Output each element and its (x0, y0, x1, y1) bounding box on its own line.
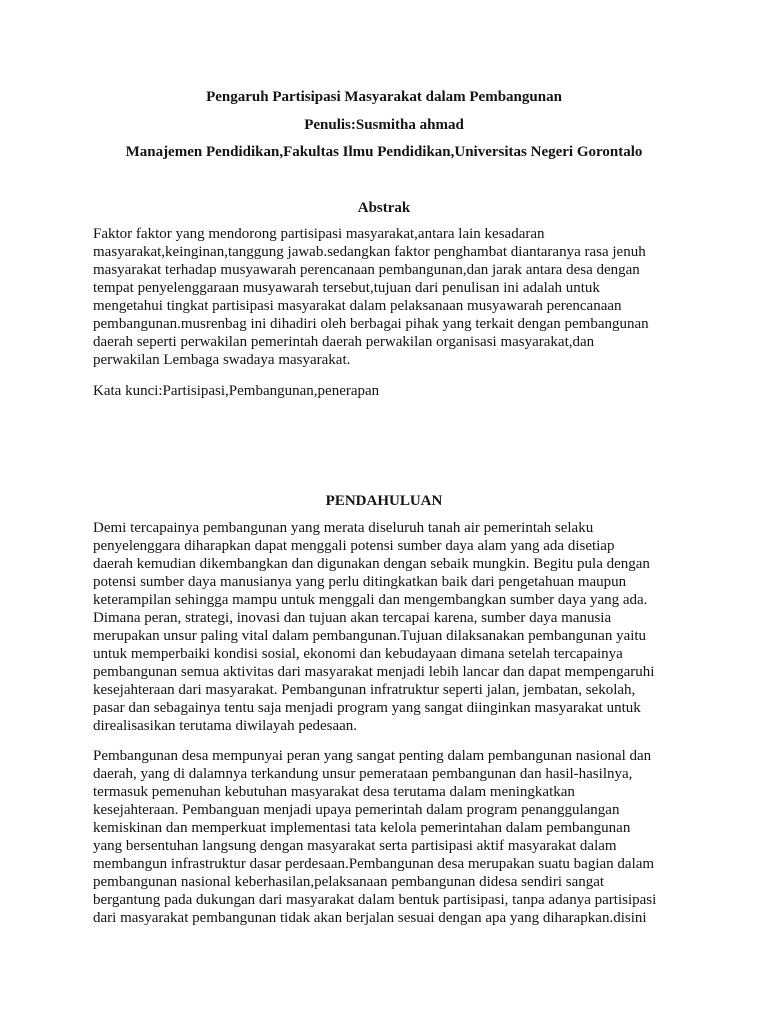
author-line: Penulis:Susmitha ahmad (304, 117, 464, 133)
text-line: daerah kemudian dikembangkan dan digunakan dengan sebaik mungkin. Begitu pula dengan (93, 556, 650, 572)
text-line: Dimana peran, strategi, inovasi dan tujuan akan tercapai karena, sumber daya manusia (93, 610, 612, 626)
text-line: dari masyarakat pembangunan tidak akan berjalan sesuai dengan apa yang diharapkan.disini (93, 910, 647, 926)
text-line: kesejahteraan dari masyarakat. Pembangunan infratruktur seperti jalan, jembatan, sekolah, (93, 682, 636, 698)
intro-paragraph-1 (93, 519, 673, 735)
keywords-line: Kata kunci:Partisipasi,Pembangunan,penerapan (93, 383, 380, 399)
text-line: mengetahui tingkat partisipasi masyarakat dalam pelaksanaan musyawarah perencanaan (93, 298, 622, 314)
text-line: untuk memperbaiki kondisi sosial, ekonomi dan kebudayaan dimana setelah tercapainya (93, 646, 623, 662)
text-line: penyelenggara diharapkan dapat menggali potensi sumber daya alam yang ada disetiap (93, 538, 615, 554)
text-line: pembangunan semua aktivitas dari masyarakat menjadi lebih lancar dan dapat mempengaruhi (93, 664, 655, 680)
text-line: keterampilan sehingga mampu untuk menggali dan mengembangkan sumber daya yang ada. (93, 592, 648, 608)
text-line: kesejahteraan. Pembanguan menjadi upaya pemerintah dalam program penanggulangan (93, 802, 620, 818)
text-line: bergantung pada dukungan dari masyarakat dalam bentuk partisipasi, tanpa adanya partisipasi (93, 892, 657, 908)
abstract-paragraph (93, 225, 673, 369)
text-line: kemiskinan dan memperkuat implementasi tata kelola pemerintahan dalam pembangunan (93, 820, 631, 836)
text-line: membangun infrastruktur dasar perdesaan.Pembangunan desa merupakan suatu bagian dalam (93, 856, 655, 872)
text-line: pasar dan sebagainya tentu saja menjadi program yang sangat diinginkan masyarakat untuk (93, 700, 641, 716)
text-line: pembangunan.musrenbag ini dihadiri oleh berbagai pihak yang terkait dengan pembangunan (93, 316, 649, 332)
text-line: perwakilan Lembaga swadaya masyarakat. (93, 352, 351, 368)
text-line: potensi sumber daya manusianya yang perlu ditingkatkan baik dari pengetahuan maupun (93, 574, 627, 590)
text-line: termasuk pemenuhan kebutuhan masyarakat desa terutama dalam meningkatkan (93, 784, 575, 800)
text-line: daerah, yang di dalamnya terkandung unsur pemerataan pembangunan dan hasil-hasilnya, (93, 766, 633, 782)
text-line: Demi tercapainya pembangunan yang merata diseluruh tanah air pemerintah selaku (93, 520, 594, 536)
text-line: masyarakat terhadap musyawarah perencanaan pembangunan,dan jarak antara desa dengan (93, 262, 640, 278)
text-line: Pembangunan desa mempunyai peran yang sangat penting dalam pembangunan nasional dan (93, 748, 652, 764)
introduction-heading: PENDAHULUAN (325, 493, 443, 509)
text-line: pembangunan nasional keberhasilan,pelaksanaan pembangunan didesa sendiri sangat (93, 874, 605, 890)
text-line: Faktor faktor yang mendorong partisipasi masyarakat,antara lain kesadaran (93, 226, 545, 242)
text-line: tempat penyelenggaraan musyawarah tersebut,tujuan dari penulisan ini adalah untuk (93, 280, 600, 296)
abstract-heading: Abstrak (357, 200, 411, 216)
text-line: masyarakat,keinginan,tanggung jawab.sedangkan faktor penghambat diantaranya rasa jenuh (93, 244, 646, 260)
affiliation-line: Manajemen Pendidikan,Fakultas Ilmu Pendidikan,Universitas Negeri Gorontalo (125, 144, 643, 160)
text-line: daerah seperti perwakilan pemerintah daerah perwakilan organisasi masyarakat,dan (93, 334, 595, 350)
text-line: merupakan unsur paling vital dalam pembangunan.Tujuan dilaksanakan pembangunan yaitu (93, 628, 647, 644)
text-line: direalisasikan terutama diwilayah pedesaan. (93, 718, 358, 734)
paper-title: Pengaruh Partisipasi Masyarakat dalam Pembangunan (206, 89, 562, 105)
text-line: yang bersentuhan langsung dengan masyarakat serta partisipasi aktif masyarakat dalam (93, 838, 617, 854)
intro-paragraph-2 (93, 747, 673, 927)
